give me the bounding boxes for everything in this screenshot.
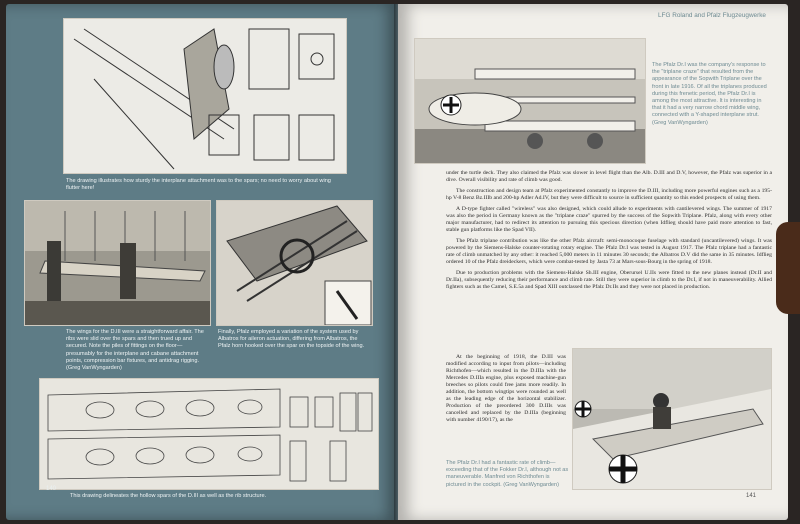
open-book <box>6 4 788 520</box>
paragraph: A D-type fighter called "wireless" was also designed, which could allude to experiments with cantilevered wings. The summer of 1917 was also the period in Germany known as the "triplane craze" spurred by the success of the Sopwith Triplane. Pfalz, along with every other major manufacturer, had to redirect its attention to pursuing this specious direction (when Idflieg should have paid more attention to fast, stable gun platforms like the Spad VII). <box>446 206 772 233</box>
caption-spar: This drawing delineates the hollow spars of the D.III as well as the rib structure. <box>70 493 267 499</box>
paragraph: The construction and design team at Pfalz experimented constantly to improve the D.III, including more powerful engines such as a 195-hp V-8 Benz Bz.IIIb and 200-hp Adler Ad.IV, but they were difficult to source in sufficient quantity so this ended prospects of using them. <box>446 188 772 201</box>
caption-dr1-top: The Pfalz Dr.I was the company's response to the "triplane craze" that resulted from the appearance of the Sopwith Triplane over the front in late 1916. Of all the triplanes produced during this frenetic period, the Pfalz Dr.I is among the most attractive. It is interesting in that it had a very narrow chord middle wing, connected with a Y-shaped interplane strut. (Greg VanWyngarden) <box>652 62 767 126</box>
richthofen-cockpit-photo <box>572 348 772 490</box>
caption-aileron: Finally, Pfalz employed a variation of the system used by Albatros for aileron actuation, differing from Albatros, the Pfalz horn hooked over the spar on the topside of the wing. <box>218 329 365 350</box>
caption-interplane: The drawing illustrates how sturdy the interplane attachment was to the spars; no need to worry about wing flutter here! <box>66 178 331 192</box>
pfalz-dr1-photo <box>414 38 646 164</box>
left-page <box>6 4 398 520</box>
paragraph: under the turtle deck. They also claimed the Pfalz was slower in level flight than the Alb. D.III and D.V, however, the Pfalz was superior in a dive. Overall visibility and rate of climb was good. <box>446 170 772 183</box>
running-head: LFG Roland and Pfalz Flugzeugwerke <box>658 12 766 19</box>
right-folio: 141 <box>746 493 757 499</box>
caption-dr1-bottom: The Pfalz Dr.I had a fantastic rate of climb—exceeding that of the Fokker Dr.I, although not as maneuverable. Manfred von Richthofen is pictured in the cockpit. (Greg VanWyngarden) <box>446 460 569 488</box>
thumb-holding-book <box>776 222 800 314</box>
paragraph: At the beginning of 1918, the D.III was modified according to input from pilots—including Richthofen—which resulted in the D.IIIa with the Mercedes D.IIIa engine, plus exposed machine-gun breeches so pilots could free jams more readily. In addition, the bottom wingtips were rounded as well as the leading edge of the horizontal stabilizer. Production of the preordered 300 D.IIIs was cancelled and replaced by the D.IIIa (beginning with number 4190/17), as the <box>446 354 566 423</box>
body-text-bottom <box>446 354 566 428</box>
spar-rib-drawing <box>39 378 379 490</box>
workshop-photo <box>24 200 211 326</box>
body-text-top <box>446 170 772 295</box>
right-page <box>398 4 788 520</box>
left-folio: 140 <box>46 486 57 492</box>
paragraph: The Pfalz triplane contribution was like the other Pfalz aircraft: semi-monocoque fuselage with standard (uncantilevered) wings. It was powered by the Siemens-Halske counter-rotating rotary engine. The Pfalz Dr.I was tested in August 1917. The Pfalz triplane had a fantastic rate of climb unmatched by any other: it reached 5,000 meters in 11 minutes 30 seconds; the Albatros D.V did the same in 35 minutes. Idflieg ordered 10 of the Pfalz dreideckers, which were combat-tested by Jasta 73 at Mars-sous-Bourg in the spring of 1918. <box>446 238 772 265</box>
caption-workshop: The wings for the D.III were a straightforward affair. The ribs were slid over the spars and then trued up and secured. Note the piles of fittings on the floor—presumably for the interplane and cabane attachment points, compression bar fixtures, and antidrag rigging. (Greg VanWyngarden) <box>66 329 204 372</box>
paragraph: Due to production problems with the Siemens-Halske Sh.III engine, Oberursel U.IIs were fitted to the new planes instead (Dr.II and Dr.IIa), subsequently reducing their performance and climb rate. Still they were superior in climb to the Dr.I, if not in maneuverability. Allied fighters such as the Camel, S.E.5a and Spad XIII outclassed the Pfalz Dr.IIs and they were not placed in production. <box>446 270 772 290</box>
aileron-mechanism-photo <box>216 200 373 326</box>
interplane-attachment-drawing <box>63 18 347 174</box>
